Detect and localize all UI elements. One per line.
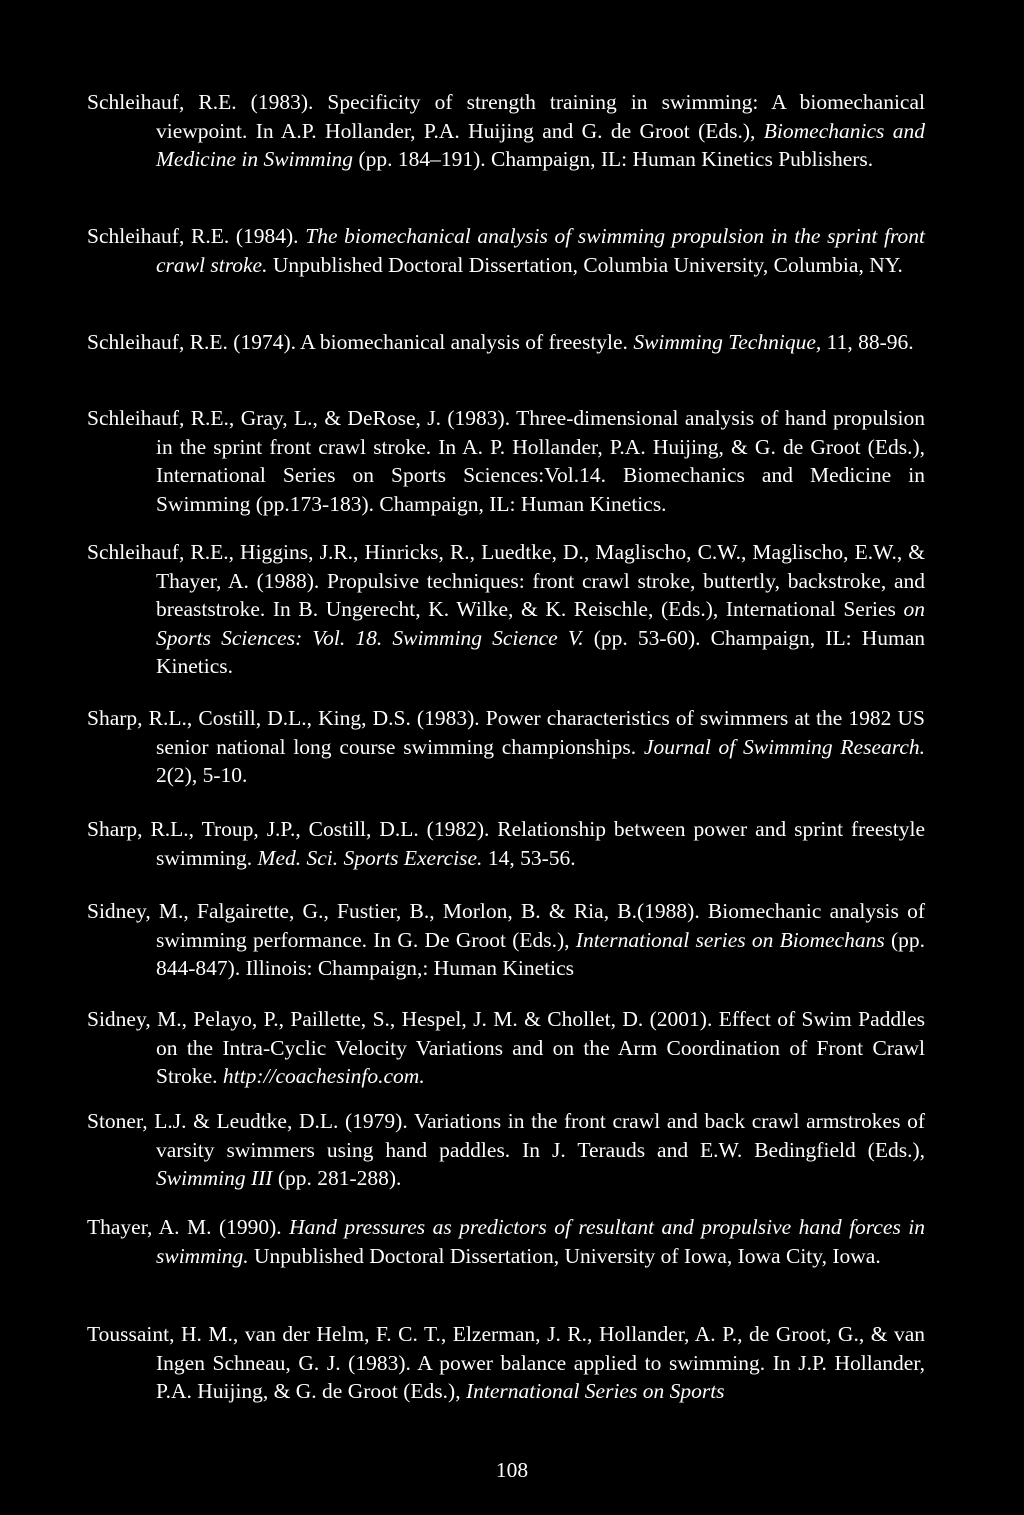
- reference-entry: [87, 222, 925, 279]
- reference-entry: [87, 1107, 925, 1193]
- reference-italic-text: on Sports Sciences: Vol. 18. Swimming Science V.: [156, 597, 925, 650]
- reference-italic-text: Swimming III: [156, 1166, 273, 1190]
- reference-text: Sharp, R.L., Costill, D.L., King, D.S. (1983). Power characteristics of swimmers at the 1982 US senior national long course swimming championships.: [87, 706, 925, 759]
- reference-italic-text: Med. Sci. Sports Exercise.: [257, 845, 483, 870]
- reference-text: Unpublished Doctoral Dissertation, Columbia University, Columbia, NY.: [267, 252, 903, 277]
- reference-entry: [87, 88, 925, 174]
- reference-text: Sidney, M., Falgairette, G., Fustier, B., Morlon, B. & Ria, B.(1988). Biomechanic analysis of swimming performance. In G. De Groot (Eds.),: [87, 899, 925, 952]
- reference-text: Schleihauf, R.E. (1983). Specificity of strength training in swimming: A biomechanical viewpoint. In A.P. Hollander, P.A. Huijing and G. de Groot (Eds.),: [87, 90, 925, 143]
- reference-italic-text: The biomechanical analysis of swimming propulsion in the sprint front crawl stroke.: [156, 224, 925, 277]
- reference-text: Toussaint, H. M., van der Helm, F. C. T., Elzerman, J. R., Hollander, A. P., de Groot, G., & van Ingen Schneau, G. J. (1983). A power balance applied to swimming. In J.P. Hollander, P.A. Huijing, & G. de Groot (Eds.),: [87, 1322, 925, 1403]
- reference-entry: [87, 1320, 925, 1406]
- page-number: 108: [495, 1458, 529, 1482]
- reference-italic-text: Swimming Technique,: [633, 330, 822, 354]
- reference-entry: [87, 404, 925, 518]
- reference-text: (pp. 53-60). Champaign, IL: Human Kinetics.: [156, 625, 925, 678]
- reference-entry: [87, 1213, 925, 1270]
- reference-text: Schleihauf, R.E. (1984).: [87, 224, 306, 248]
- reference-text: Schleihauf, R.E., Gray, L., & DeRose, J. (1983). Three-dimensional analysis of hand propulsion in the sprint front crawl stroke. In A. P. Hollander, P.A. Huijing, & G. de Groot (Eds.), International Series on Sports Sciences:Vol.14. Biomechanics and Medicine in Swimming (pp.173-183). Champaign, IL: Human Kinetics.: [87, 406, 925, 516]
- reference-entry: [87, 815, 925, 872]
- reference-text: (pp. 281-288).: [272, 1166, 402, 1190]
- reference-link-text: http://coachesinfo.com.: [222, 1064, 425, 1088]
- reference-text: 2(2), 5-10.: [156, 763, 248, 787]
- reference-text: Schleihauf, R.E. (1974). A biomechanical analysis of freestyle.: [87, 330, 634, 354]
- reference-italic-text: International Series on Sports: [465, 1379, 725, 1403]
- reference-text: 14, 53-56.: [482, 845, 576, 870]
- reference-text: Thayer, A. M. (1990).: [87, 1215, 290, 1239]
- reference-entry: [87, 1005, 925, 1091]
- reference-text: 11, 88-96.: [821, 330, 914, 354]
- reference-italic-text: International series on Biomechans: [575, 927, 885, 952]
- reference-entry: [87, 704, 925, 790]
- reference-italic-text: Biomechanics and Medicine in Swimming: [156, 118, 926, 171]
- reference-entry: [87, 538, 925, 681]
- reference-text: Stoner, L.J. & Leudtke, D.L. (1979). Variations in the front crawl and back crawl armstrokes of varsity swimmers using hand paddles. In J. Terauds and E.W. Bedingfield (Eds.),: [87, 1109, 925, 1162]
- reference-italic-text: Journal of Swimming Research.: [643, 734, 925, 759]
- reference-text: (pp. 844-847). Illinois: Champaign,: Human Kinetics: [156, 927, 925, 980]
- reference-text: Sidney, M., Pelayo, P., Paillette, S., Hespel, J. M. & Chollet, D. (2001). Effect of Swim Paddles on the Intra-Cyclic Velocity Variations and on the Arm Coordination of Front Crawl Stroke.: [87, 1007, 925, 1088]
- reference-text: Schleihauf, R.E., Higgins, J.R., Hinricks, R., Luedtke, D., Maglischo, C.W., Maglischo, E.W., & Thayer, A. (1988). Propulsive techniques: front crawl stroke, buttertly, backstroke, and breaststroke. In B. Ungerecht, K. Wilke, & K. Reischle, (Eds.), International Series: [87, 540, 925, 621]
- reference-italic-text: Hand pressures as predictors of resultant and propulsive hand forces in swimming.: [156, 1215, 925, 1268]
- reference-text: (pp. 184–191). Champaign, IL: Human Kinetics Publishers.: [353, 147, 874, 171]
- reference-text: Sharp, R.L., Troup, J.P., Costill, D.L. (1982). Relationship between power and sprint freestyle swimming.: [87, 817, 925, 870]
- reference-text: Unpublished Doctoral Dissertation, University of Iowa, Iowa City, Iowa.: [248, 1243, 881, 1268]
- reference-entry: [87, 897, 925, 983]
- reference-entry: [87, 328, 925, 357]
